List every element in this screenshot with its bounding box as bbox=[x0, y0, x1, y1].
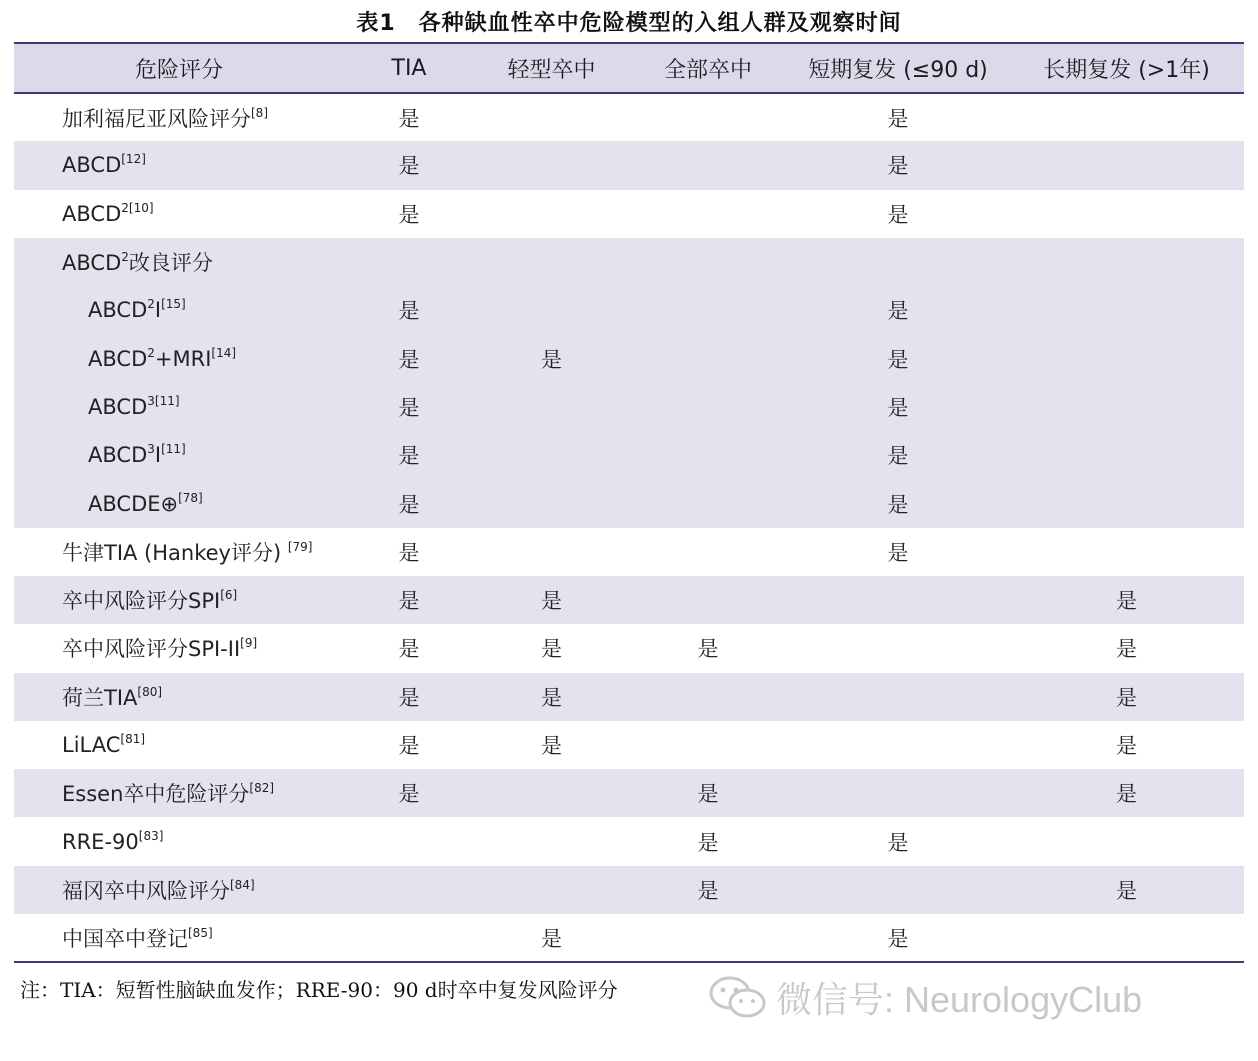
table-cell: 是 bbox=[887, 492, 909, 517]
score-name-text: ABCD bbox=[88, 346, 148, 371]
table-cell bbox=[629, 286, 787, 334]
table-cell bbox=[787, 769, 1009, 817]
table-cell: 是 bbox=[398, 734, 420, 758]
reference-sup: 2[10] bbox=[121, 200, 154, 215]
table-cell bbox=[1009, 141, 1244, 189]
table-cell: 是 bbox=[887, 926, 909, 951]
table-cell bbox=[629, 576, 787, 624]
header-all-stroke: 全部卒中 bbox=[629, 43, 787, 93]
reference-sup: [78] bbox=[178, 490, 203, 505]
score-name-tail: I bbox=[154, 443, 162, 468]
score-name-text: ABCD bbox=[88, 394, 148, 419]
score-name bbox=[14, 866, 344, 914]
table-cell: 是 bbox=[398, 106, 420, 131]
table-row bbox=[14, 479, 1244, 527]
table-cell bbox=[474, 286, 629, 334]
score-name bbox=[14, 576, 344, 624]
table-cell bbox=[344, 866, 474, 914]
table-cell: 是 bbox=[697, 782, 719, 807]
score-name bbox=[14, 528, 344, 576]
score-name bbox=[14, 721, 344, 769]
score-name bbox=[14, 817, 344, 865]
watermark-text: 微信号: NeurologyClub bbox=[776, 979, 1143, 1020]
score-name-text: 加利福尼亚风险评分 bbox=[62, 106, 251, 131]
table-cell bbox=[629, 93, 787, 141]
table-cell bbox=[1009, 817, 1244, 865]
wechat-watermark bbox=[708, 972, 1142, 1023]
table-cell bbox=[474, 866, 629, 914]
reference-sup: 2 bbox=[147, 345, 155, 360]
table-cell bbox=[474, 528, 629, 576]
table-cell: 是 bbox=[541, 734, 562, 758]
header-minor-stroke: 轻型卒中 bbox=[474, 43, 629, 93]
table-cell: 是 bbox=[1116, 637, 1137, 662]
table-cell: 是 bbox=[887, 154, 909, 179]
table-cell bbox=[629, 238, 787, 286]
table-cell bbox=[1009, 334, 1244, 382]
table-cell: 是 bbox=[1116, 685, 1137, 710]
score-name-text: ABCD bbox=[88, 443, 148, 468]
table-cell bbox=[787, 624, 1009, 672]
table-cell: 是 bbox=[541, 589, 562, 614]
table-cell: 是 bbox=[398, 637, 420, 662]
score-name-tail: 改良评分 bbox=[128, 251, 213, 276]
table-cell: 是 bbox=[887, 202, 909, 227]
table-row bbox=[14, 914, 1244, 962]
table-cell bbox=[474, 479, 629, 527]
table-cell: 是 bbox=[697, 637, 719, 662]
table-cell: 是 bbox=[541, 347, 562, 372]
table-header-row bbox=[14, 43, 1244, 93]
table-cell bbox=[629, 190, 787, 238]
header-score: 危险评分 bbox=[14, 43, 344, 93]
table-cell: 是 bbox=[1116, 734, 1137, 758]
score-name bbox=[14, 334, 344, 382]
reference-sup: [81] bbox=[120, 732, 146, 746]
score-name-text: RRE-90 bbox=[62, 829, 139, 854]
score-name-text: ABCDE⊕ bbox=[88, 491, 179, 516]
score-name bbox=[14, 624, 344, 672]
table-cell: 是 bbox=[398, 202, 420, 227]
score-name bbox=[14, 673, 344, 721]
score-name bbox=[14, 238, 344, 286]
header-long-term: 长期复发 (>1年) bbox=[1009, 43, 1244, 93]
score-name-tail: +MRI bbox=[154, 346, 212, 371]
score-name-tail: I bbox=[154, 298, 162, 323]
table-cell bbox=[474, 769, 629, 817]
table-cell bbox=[1009, 528, 1244, 576]
score-name bbox=[14, 431, 344, 479]
table-title: 表1 各种缺血性卒中危险模型的入组人群及观察时间 bbox=[356, 11, 902, 36]
wechat-icon bbox=[708, 975, 768, 1021]
reference-sup: 2 bbox=[147, 297, 155, 312]
table-cell bbox=[1009, 383, 1244, 431]
table-cell bbox=[344, 914, 474, 962]
table-cell: 是 bbox=[887, 830, 909, 855]
table-cell: 是 bbox=[887, 540, 909, 565]
table-row bbox=[14, 721, 1244, 769]
reference-sup: [14] bbox=[211, 345, 237, 360]
table-row bbox=[14, 817, 1244, 865]
table-row bbox=[14, 866, 1244, 914]
table-row bbox=[14, 673, 1244, 721]
table-cell bbox=[1009, 238, 1244, 286]
table-row bbox=[14, 769, 1244, 817]
table-cell: 是 bbox=[398, 540, 420, 565]
reference-sup: 3[11] bbox=[147, 393, 180, 408]
table-row bbox=[14, 383, 1244, 431]
table-cell: 是 bbox=[887, 444, 909, 469]
table-cell bbox=[474, 383, 629, 431]
table-cell bbox=[629, 673, 787, 721]
table-cell: 是 bbox=[887, 347, 909, 372]
score-name-text: LiLAC bbox=[62, 733, 121, 757]
score-name-text: 福冈卒中风险评分 bbox=[62, 878, 230, 903]
reference-sup: [82] bbox=[249, 781, 275, 796]
score-name-text: ABCD bbox=[62, 251, 122, 276]
score-name-text: 牛津TIA (Hankey评分) bbox=[62, 540, 288, 565]
table-cell bbox=[787, 721, 1009, 769]
table-row bbox=[14, 238, 1244, 286]
table-cell: 是 bbox=[1116, 589, 1137, 614]
reference-sup: [15] bbox=[161, 297, 186, 312]
table-cell bbox=[474, 93, 629, 141]
reference-sup: [79] bbox=[287, 539, 313, 554]
table-cell: 是 bbox=[1116, 878, 1137, 903]
table-cell bbox=[474, 190, 629, 238]
score-name-text: ABCD bbox=[62, 201, 122, 226]
table-row bbox=[14, 528, 1244, 576]
table-cell: 是 bbox=[398, 395, 420, 420]
table-cell bbox=[629, 383, 787, 431]
risk-model-table bbox=[14, 42, 1244, 963]
table-cell bbox=[787, 238, 1009, 286]
table-cell: 是 bbox=[697, 830, 719, 855]
score-name bbox=[14, 93, 344, 141]
table-cell bbox=[787, 866, 1009, 914]
table-cell bbox=[629, 141, 787, 189]
score-name bbox=[14, 914, 344, 962]
table-cell bbox=[787, 673, 1009, 721]
table-cell bbox=[629, 914, 787, 962]
reference-sup: [84] bbox=[230, 877, 255, 892]
score-name bbox=[14, 286, 344, 334]
table-cell: 是 bbox=[1116, 782, 1137, 807]
table-cell: 是 bbox=[541, 685, 562, 710]
table-cell: 是 bbox=[887, 106, 909, 131]
table-cell bbox=[474, 817, 629, 865]
table-note: 注：TIA：短暂性脑缺血发作；RRE-90：90 d时卒中复发风险评分 bbox=[20, 978, 618, 1002]
score-name-text: ABCD bbox=[88, 298, 148, 323]
reference-sup: [6] bbox=[220, 588, 238, 603]
table-cell: 是 bbox=[398, 444, 420, 469]
table-cell bbox=[344, 817, 474, 865]
table-cell bbox=[1009, 479, 1244, 527]
reference-sup: 2 bbox=[121, 250, 129, 265]
table-cell bbox=[787, 576, 1009, 624]
table-cell bbox=[474, 431, 629, 479]
table-cell bbox=[474, 238, 629, 286]
reference-sup: [85] bbox=[188, 925, 213, 940]
table-cell: 是 bbox=[887, 395, 909, 420]
table-row bbox=[14, 93, 1244, 141]
score-name-text: 中国卒中登记 bbox=[62, 926, 188, 951]
table-cell: 是 bbox=[541, 926, 562, 951]
reference-sup: [80] bbox=[137, 684, 163, 699]
table-cell bbox=[1009, 93, 1244, 141]
score-name bbox=[14, 769, 344, 817]
table-cell bbox=[344, 238, 474, 286]
table-cell: 是 bbox=[398, 685, 420, 710]
table-cell: 是 bbox=[697, 878, 719, 903]
table-row bbox=[14, 334, 1244, 382]
table-cell bbox=[629, 528, 787, 576]
table-cell bbox=[1009, 431, 1244, 479]
table-cell: 是 bbox=[398, 782, 420, 807]
table-cell: 是 bbox=[398, 154, 420, 179]
table-cell: 是 bbox=[398, 589, 420, 614]
table-row bbox=[14, 624, 1244, 672]
reference-sup: [11] bbox=[161, 442, 186, 457]
reference-sup: 3 bbox=[147, 442, 155, 457]
table-cell: 是 bbox=[398, 492, 420, 517]
table-row bbox=[14, 286, 1244, 334]
table-row bbox=[14, 141, 1244, 189]
reference-sup: [9] bbox=[240, 636, 258, 651]
score-name bbox=[14, 190, 344, 238]
score-name-text: Essen卒中危险评分 bbox=[62, 782, 250, 807]
table-row bbox=[14, 431, 1244, 479]
table-cell bbox=[1009, 190, 1244, 238]
score-name-text: 卒中风险评分SPI-II bbox=[62, 637, 241, 662]
table-cell: 是 bbox=[398, 299, 420, 324]
table-cell: 是 bbox=[398, 347, 420, 372]
table-cell bbox=[1009, 286, 1244, 334]
header-short-term: 短期复发 (≤90 d) bbox=[787, 43, 1009, 93]
table-cell bbox=[629, 721, 787, 769]
table-cell: 是 bbox=[541, 637, 562, 662]
table-cell bbox=[629, 334, 787, 382]
table-cell bbox=[629, 431, 787, 479]
table-row bbox=[14, 576, 1244, 624]
reference-sup: [83] bbox=[138, 828, 164, 843]
table-cell bbox=[1009, 914, 1244, 962]
score-name bbox=[14, 383, 344, 431]
score-name-text: ABCD bbox=[62, 153, 122, 178]
table-cell bbox=[629, 479, 787, 527]
table-cell: 是 bbox=[887, 299, 909, 324]
score-name bbox=[14, 479, 344, 527]
score-name-text: 卒中风险评分SPI bbox=[62, 589, 221, 614]
header-tia: TIA bbox=[344, 43, 474, 93]
score-name bbox=[14, 141, 344, 189]
reference-sup: [8] bbox=[251, 105, 268, 120]
table-row bbox=[14, 190, 1244, 238]
reference-sup: [12] bbox=[121, 152, 146, 167]
score-name-text: 荷兰TIA bbox=[62, 685, 138, 710]
table-cell bbox=[474, 141, 629, 189]
